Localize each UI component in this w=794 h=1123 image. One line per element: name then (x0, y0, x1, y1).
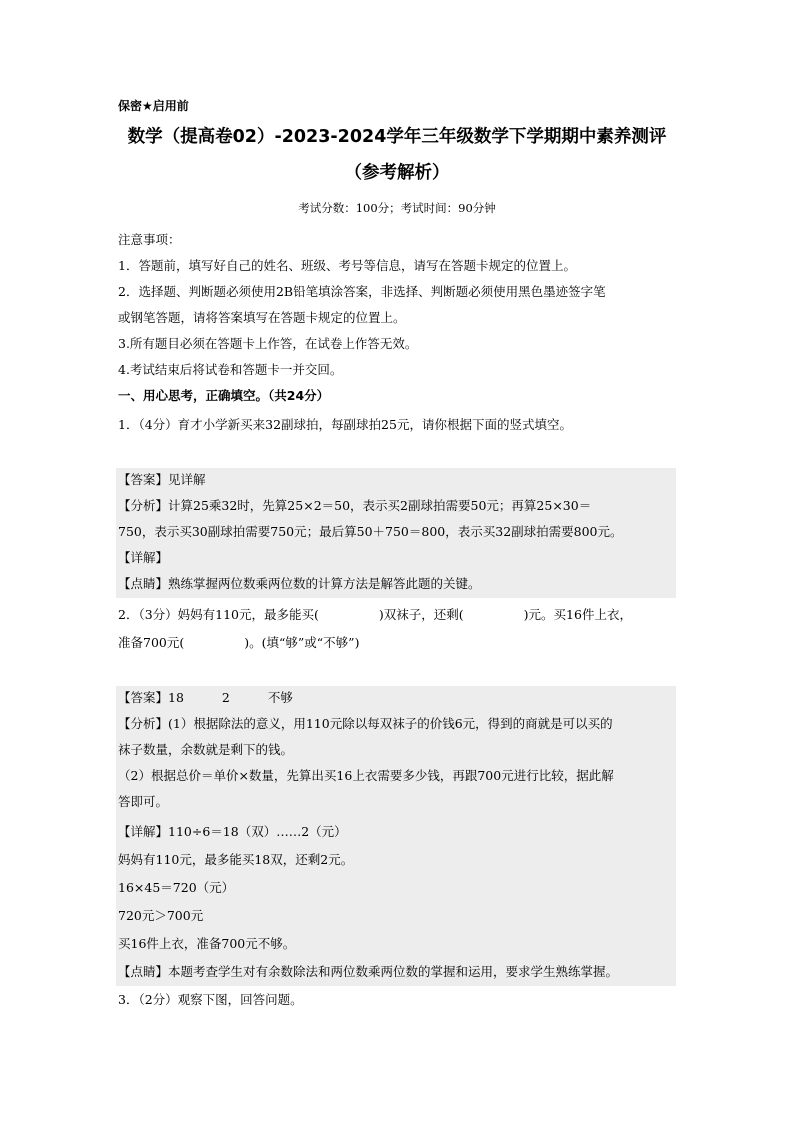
q2-question-line2 (118, 633, 678, 653)
q1-analysis-line1: 【分析】计算25乘32时，先算25×2＝50，表示买2副球拍需要50元；再算25×30＝ (118, 498, 592, 513)
q1-question: 1．（4分）育才小学新买来32副球拍，每副球拍25元，请你根据下面的竖式填空。 (118, 417, 572, 432)
q1-detail: 【详解】 (118, 550, 169, 565)
q2-answer-label: 【答案】 (118, 690, 169, 705)
q1-analysis-line2: 750，表示买30副球拍需要750元；最后算50＋750＝800，表示买32副球拍需要800元。 (118, 524, 623, 539)
q2-detail-line1: 【详解】110÷6＝18（双）……2（元） (118, 824, 347, 839)
q3-question: 3．（2分）观察下图，回答问题。 (118, 992, 303, 1007)
q2-answer-1: 18 (168, 690, 184, 705)
q1-answer: 【答案】见详解 (118, 472, 206, 487)
q2-analysis-line1: 【分析】(1）根据除法的意义，用110元除以每双袜子的价钱6元，得到的商就是可以买的 (118, 716, 613, 731)
q2-question-part-a: 2．（3分）妈妈有110元，最多能买( (118, 607, 319, 622)
document-title: 数学（提高卷02）-2023-2024学年三年级数学下学期期中素养测评 (127, 127, 667, 147)
note-item-2-cont: 或钢笔答题，请将答案填写在答题卡规定的位置上。 (118, 310, 406, 325)
q2-analysis-line3: （2）根据总价＝单价×数量，先算出买16上衣需要多少钱，再跟700元进行比较，据此解 (118, 768, 614, 783)
q2-answer-2: 2 (221, 690, 230, 705)
section-1-title: 一、用心思考，正确填空。（共24分） (118, 388, 330, 403)
q2-analysis-line4: 答即可。 (118, 794, 169, 809)
note-item-2: 2．选择题、判断题必须使用2B铅笔填涂答案，非选择、判断题必须使用黑色墨迹签字笔 (118, 284, 606, 299)
note-item-1: 1．答题前，填写好自己的姓名、班级、考号等信息，请写在答题卡规定的位置上。 (118, 258, 576, 273)
q2-question-line2-part-b: )。(填“够”或“不够”) (244, 635, 360, 650)
q2-question-line1 (118, 605, 678, 625)
q1-comment: 【点睛】熟练掌握两位数乘两位数的计算方法是解答此题的关键。 (118, 576, 481, 591)
note-item-3: 3.所有题目必须在答题卡上作答，在试卷上作答无效。 (118, 336, 418, 351)
q2-comment: 【点睛】本题考查学生对有余数除法和两位数乘两位数的掌握和运用，要求学生熟练掌握。 (118, 964, 619, 979)
exam-info: 考试分数：100分；考试时间：90分钟 (298, 201, 496, 215)
q2-detail-line4: 720元＞700元 (118, 908, 204, 923)
document-subtitle: （参考解析） (344, 163, 450, 183)
q2-question-part-c: )元。买16件上衣， (523, 607, 632, 622)
q2-question-line2-part-a: 准备700元( (118, 635, 185, 650)
q2-answer (118, 688, 678, 708)
q2-detail-line3: 16×45＝720（元） (118, 880, 235, 895)
note-item-4: 4.考试结束后将试卷和答题卡一并交回。 (118, 362, 343, 377)
q2-detail-line5: 买16件上衣，准备700元不够。 (118, 936, 296, 951)
q2-question-part-b: )双袜子，还剩( (378, 607, 464, 622)
q2-detail-line2: 妈妈有110元，最多能买18双，还剩2元。 (118, 852, 354, 867)
q2-analysis-line2: 袜子数量，余数就是剩下的钱。 (118, 742, 294, 757)
q2-answer-3: 不够 (267, 690, 293, 705)
confidential-label: 保密★启用前 (118, 99, 189, 113)
notes-heading: 注意事项： (118, 232, 181, 247)
